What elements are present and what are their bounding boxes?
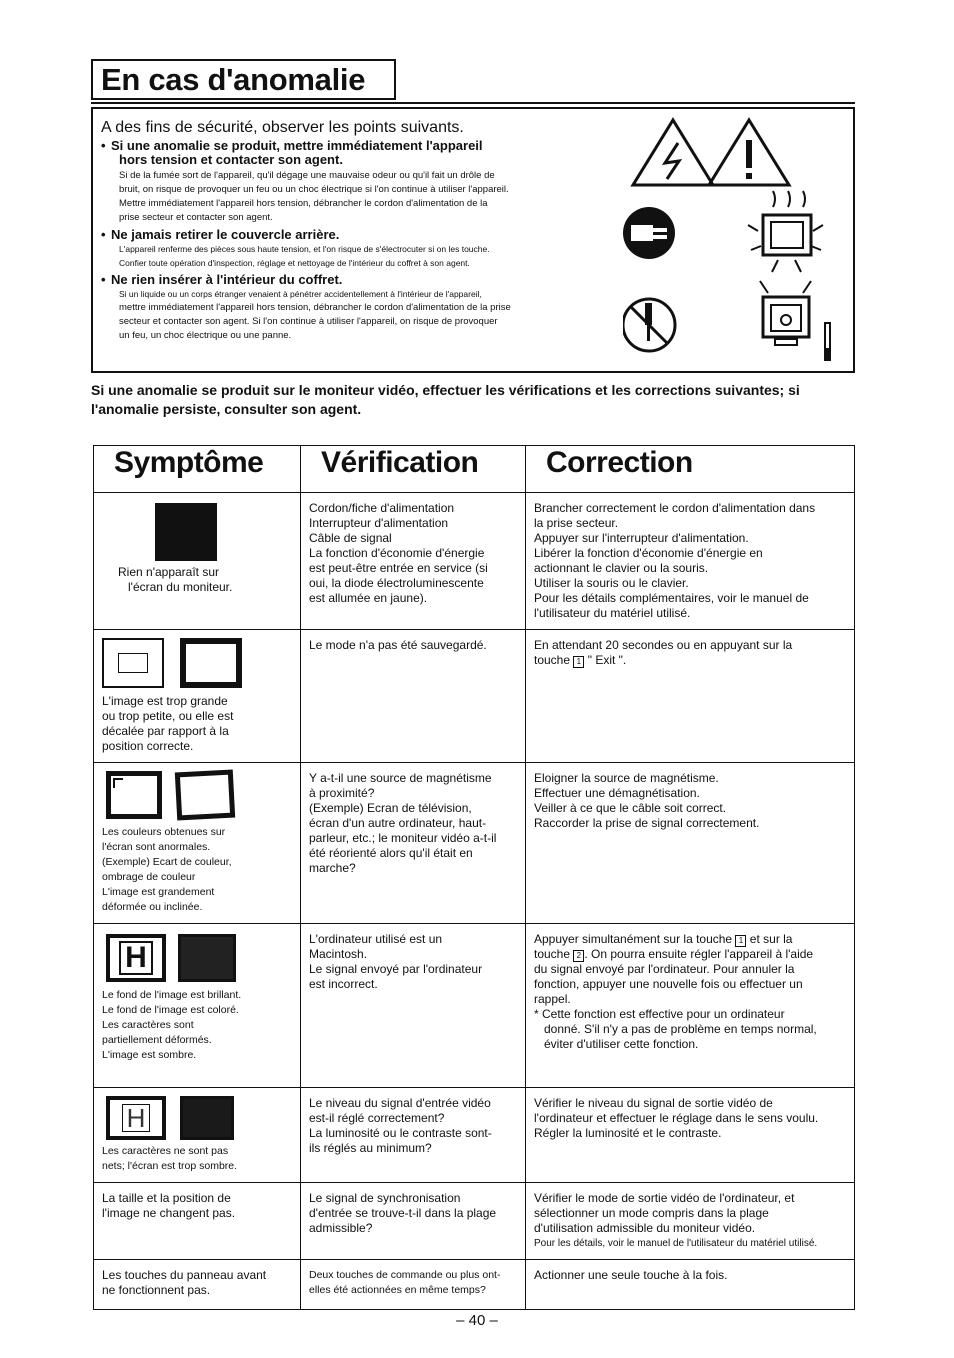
- bright-background-icons: [106, 934, 292, 982]
- color-shading-monitor-icon: [106, 771, 162, 819]
- bullet-1-line: bruit, on risque de provoquer un feu ou un choc électrique si l'on continue à utiliser l'appareil.: [119, 184, 509, 195]
- symptom-text: Le fond de l'image est brillant. Le fond de l'image est coloré. Les caractères sont partiellement déformés. L'image est sombre.: [102, 989, 242, 1061]
- symptom-text: Les caractères ne sont pas nets; l'écran est trop sombre.: [102, 1145, 238, 1172]
- bullet-1-line: Mettre immédiatement l'appareil hors tension, débrancher le cordon d'alimentation de la: [119, 198, 488, 209]
- symptom-cell: [94, 493, 301, 630]
- caution-warning-icon: [709, 120, 789, 185]
- correction-cell: Appuyer simultanément sur la touche 1 et sur la touche 2 . On pourra ensuite régler l'appareil à l'aide du signal envoyé par l'ordinateur. Pour annuler la fonction, appuyer une nouvelle fois ou effectuer un rappel. * Cette fonction est effective pour un ordinateur donné. S'il n'y a pas de problème en temps normal, éviter d'utiliser cette fonction.: [526, 924, 855, 1088]
- table-header-row: [94, 446, 855, 493]
- bullet-3-line: secteur et contacter son agent. Si l'on continue à utiliser l'appareil, on risque de provoquer: [119, 316, 498, 327]
- safety-notice-box: [91, 107, 855, 373]
- verification-cell: Deux touches de commande ou plus ont- elles été actionnées en même temps?: [301, 1260, 526, 1310]
- symptom-cell: Les touches du panneau avant ne fonctionnent pas.: [94, 1260, 301, 1310]
- table-row: [94, 1183, 855, 1260]
- symptom-cell: [94, 763, 301, 924]
- verification-cell: Y a-t-il une source de magnétisme à proximité? (Exemple) Ecran de télévision, écran d'un autre ordinateur, haut- parleur, etc.; le moniteur vidéo a-t-il été réorienté alors qu'il était en marche?: [301, 763, 526, 924]
- key-2-icon: 2: [573, 950, 584, 962]
- small-image-monitor-icon: [102, 638, 164, 688]
- table-row: [94, 1088, 855, 1183]
- bullet-3-line: un feu, un choc électrique ou une panne.: [119, 330, 292, 341]
- table-row: [94, 1260, 855, 1310]
- blurry-h-monitor-icon: H: [106, 1096, 166, 1140]
- bright-h-monitor-icon: H: [106, 934, 166, 982]
- title-divider: [91, 102, 855, 104]
- large-image-monitor-icon: [180, 638, 242, 688]
- electric-shock-warning-icon: [633, 120, 713, 185]
- bullet-2-line: L'appareil renferme des pièces sous haute tension, et l'on risque de s'électrocuter si on les touche.: [119, 244, 490, 254]
- table-row: [94, 924, 855, 1088]
- bullet-1-title-cont: hors tension et contacter son agent.: [119, 152, 343, 167]
- page-title-box: [91, 59, 396, 100]
- bullet-1-line: prise secteur et contacter son agent.: [119, 212, 273, 223]
- no-disassembly-icon: [623, 299, 675, 351]
- tilted-image-monitor-icon: [175, 770, 235, 821]
- symptom-cell: La taille et la position de l'image ne changent pas.: [94, 1183, 301, 1260]
- dark-noisy-monitor-icon: [180, 1096, 234, 1140]
- smoking-monitor-icon: [748, 191, 823, 272]
- troubleshooting-intro: Si une anomalie se produit sur le moniteur vidéo, effectuer les vérifications et les corrections suivantes; si l'anomalie persiste, consulter son agent.: [91, 382, 800, 417]
- symptom-text: Rien n'apparaît sur l'écran du moniteur.: [118, 565, 233, 594]
- symptom-text: L'image est trop grande ou trop petite, ou elle est décalée par rapport à la position correcte.: [102, 694, 234, 753]
- key-1-icon: 1: [735, 935, 746, 947]
- verification-cell: Le signal de synchronisation d'entrée se trouve-t-il dans la plage admissible?: [301, 1183, 526, 1260]
- table-row: [94, 763, 855, 924]
- safety-text: [101, 119, 621, 343]
- color-distortion-icons: [106, 771, 292, 819]
- symptom-cell: [94, 630, 301, 763]
- symptom-cell: [94, 924, 301, 1088]
- verification-cell: Le mode n'a pas été sauvegardé.: [301, 630, 526, 763]
- bullet-1-line: Si de la fumée sort de l'appareil, qu'il dégage une mauvaise odeur ou qu'il fait un drôle de: [119, 170, 495, 181]
- bullet-3-title: • Ne rien insérer à l'intérieur du coffret.: [101, 272, 343, 287]
- header-symptome: Symptôme: [94, 446, 301, 493]
- image-size-icons: [102, 638, 292, 688]
- correction-cell: Brancher correctement le cordon d'alimentation dans la prise secteur. Appuyer sur l'interrupteur d'alimentation. Libérer la fonction d'économie d'énergie en actionnant le clavier ou la souris. Utiliser la souris ou le clavier. Pour les détails complémentaires, voir le manuel de l'utilisateur du matériel utilisé.: [526, 493, 855, 630]
- correction-cell: Vérifier le niveau du signal de sortie vidéo de l'ordinateur et effectuer le réglage dans le sens voulu. Régler la luminosité et le contraste.: [526, 1088, 855, 1183]
- unplug-icon: [623, 207, 675, 259]
- bullet-1-title: • Si une anomalie se produit, mettre immédiatement l'appareil: [101, 138, 483, 153]
- bullet-2-title: • Ne jamais retirer le couvercle arrière.: [101, 227, 340, 242]
- table-row: [94, 630, 855, 763]
- symptom-text: Les couleurs obtenues sur l'écran sont anormales. (Exemple) Ecart de couleur, ombrage de couleur L'image est grandement déformée ou inclinée.: [102, 826, 232, 913]
- bullet-3-line: mettre immédiatement l'appareil hors tension, débrancher le cordon d'alimentation de la prise: [119, 302, 511, 313]
- bullet-2-line: Confier toute opération d'inspection, réglage et nettoyage de l'intérieur du coffret à son agent.: [119, 258, 470, 268]
- correction-cell: Actionner une seule touche à la fois.: [526, 1260, 855, 1310]
- symptom-cell: [94, 1088, 301, 1183]
- blurry-text-icons: [106, 1096, 292, 1140]
- verification-cell: Le niveau du signal d'entrée vidéo est-il réglé correctement? La luminosité ou le contraste sont- ils réglés au minimum?: [301, 1088, 526, 1183]
- correction-cell: En attendant 20 secondes ou en appuyant sur la touche 1 " Exit ".: [526, 630, 855, 763]
- page-title: En cas d'anomalie: [101, 62, 366, 97]
- safety-pictograms: [623, 115, 851, 371]
- bullet-3-line: Si un liquide ou un corps étranger venaient à pénétrer accidentellement à l'intérieur de l'appareil,: [119, 289, 482, 299]
- key-1-icon: 1: [573, 656, 584, 668]
- verification-cell: Cordon/fiche d'alimentation Interrupteur d'alimentation Câble de signal La fonction d'économie d'énergie est peut-être entrée en service (si oui, la diode électroluminescente est allumée en jaune).: [301, 493, 526, 630]
- verification-cell: L'ordinateur utilisé est un Macintosh. Le signal envoyé par l'ordinateur est incorrect.: [301, 924, 526, 1088]
- header-correction: Correction: [526, 446, 855, 493]
- correction-cell: Eloigner la source de magnétisme. Effectuer une démagnétisation. Veiller à ce que le câble soit correct. Raccorder la prise de signal correctement.: [526, 763, 855, 924]
- blank-screen-icon: [155, 503, 217, 561]
- table-row: [94, 493, 855, 630]
- header-verification: Vérification: [301, 446, 526, 493]
- page-number: – 40 –: [456, 1312, 498, 1329]
- safety-intro: A des fins de sécurité, observer les points suivants.: [101, 119, 464, 136]
- troubleshooting-table: [93, 445, 855, 1310]
- monitor-screwdriver-icon: [760, 281, 831, 361]
- correction-cell: Vérifier le mode de sortie vidéo de l'ordinateur, et sélectionner un mode compris dans la plage d'utilisation admissible du moniteur vidéo. Pour les détails, voir le manuel de l'utilisateur du matériel utilisé.: [526, 1183, 855, 1260]
- dark-image-monitor-icon: [178, 934, 236, 982]
